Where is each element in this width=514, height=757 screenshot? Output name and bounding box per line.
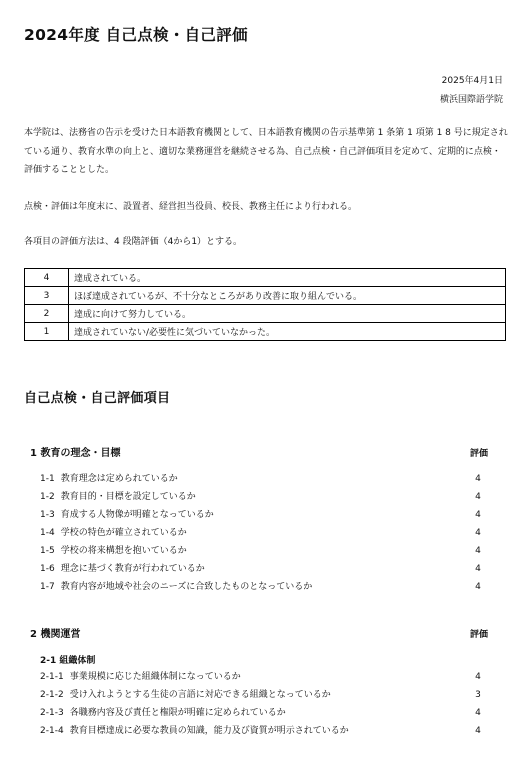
section-title: 2 機関運営	[30, 629, 81, 640]
scale-description: 達成されていない/必要性に気づいていなかった。	[69, 323, 506, 341]
item-code: 2-1-4	[40, 726, 64, 736]
item-text: 各職務内容及び責任と権限が明確に定められているか	[69, 708, 286, 718]
list-item	[40, 688, 484, 702]
item-code: 2-1-3	[40, 708, 64, 718]
items-heading: 自己点検・自己評価項目	[24, 391, 171, 406]
list-item	[40, 490, 484, 504]
item-code: 1-5	[40, 546, 55, 556]
item-score: 3	[475, 690, 481, 700]
item-score: 4	[475, 528, 481, 538]
item-text: 教育目的・目標を設定しているか	[60, 492, 196, 502]
table-row	[25, 323, 506, 341]
item-score: 4	[475, 564, 481, 574]
item-code: 1-3	[40, 510, 55, 520]
item-text: 育成する人物像が明確となっているか	[60, 510, 214, 520]
scale-score: 3	[25, 287, 69, 305]
scale-description: 達成されている。	[69, 269, 506, 287]
item-code: 2-1-2	[40, 690, 64, 700]
item-score: 4	[475, 474, 481, 484]
item-text: 教育理念は定められているか	[60, 474, 178, 484]
intro-paragraph: 本学院は、法務省の告示を受けた日本語教育機関として、日本語教育機関の告示基準第 1 条第 1 項第 1 8 号に規定されている通り、教育水準の向上と、適切な業務運営を継続させる為、自己点検・自己評価項目を定めて、定期的に点検・評価することとした。	[24, 128, 508, 175]
item-score: 4	[475, 726, 481, 736]
section-title: 1 教育の理念・目標	[30, 448, 121, 459]
list-item	[40, 544, 484, 558]
page-title: 2024年度 自己点検・自己評価	[24, 26, 248, 44]
table-row	[25, 287, 506, 305]
evaluation-column-header: 評価	[469, 449, 488, 459]
list-item	[40, 670, 484, 684]
list-item	[40, 580, 484, 594]
evaluation-column-header: 評価	[469, 630, 488, 640]
rating-scale-table	[24, 268, 506, 341]
list-item	[40, 526, 484, 540]
item-code: 1-7	[40, 582, 55, 592]
scale-score: 1	[25, 323, 69, 341]
item-text: 事業規模に応じた組織体制になっているか	[69, 672, 241, 682]
item-code: 1-1	[40, 474, 55, 484]
item-score: 4	[475, 582, 481, 592]
method-paragraph: 各項目の評価方法は、4 段階評価（4から1）とする。	[24, 237, 243, 247]
list-item	[40, 562, 484, 576]
item-text: 学校の特色が確立されているか	[60, 528, 187, 538]
scale-description: ほぼ達成されているが、不十分なところがあり改善に取り組んでいる。	[69, 287, 506, 305]
item-code: 1-2	[40, 492, 55, 502]
school-name: 横浜国際語学院	[439, 95, 503, 105]
item-code: 1-6	[40, 564, 55, 574]
table-row	[25, 305, 506, 323]
evaluators-paragraph: 点検・評価は年度末に、設置者、経営担当役員、校長、教務主任により行われる。	[24, 202, 358, 212]
list-item	[40, 706, 484, 720]
scale-score: 4	[25, 269, 69, 287]
table-row	[25, 269, 506, 287]
scale-score: 2	[25, 305, 69, 323]
list-item	[40, 724, 484, 738]
document-date: 2025年4月1日	[441, 76, 503, 86]
item-text: 受け入れようとする生徒の言語に対応できる組織となっているか	[69, 690, 331, 700]
item-score: 4	[475, 492, 481, 502]
item-score: 4	[475, 510, 481, 520]
list-item	[40, 508, 484, 522]
item-text: 教育内容が地域や社会のニーズに合致したものとなっているか	[60, 582, 313, 592]
item-code: 2-1-1	[40, 672, 64, 682]
scale-description: 達成に向けて努力している。	[69, 305, 506, 323]
item-score: 4	[475, 708, 481, 718]
item-score: 4	[475, 546, 481, 556]
item-score: 4	[475, 672, 481, 682]
item-text: 理念に基づく教育が行われているか	[60, 564, 205, 574]
item-code: 1-4	[40, 528, 55, 538]
item-text: 教育目標達成に必要な教員の知識，能力及び資質が明示されているか	[69, 726, 349, 736]
subsection-title: 2-1 組織体制	[40, 656, 96, 666]
list-item	[40, 472, 484, 486]
item-text: 学校の将来構想を抱いているか	[60, 546, 187, 556]
